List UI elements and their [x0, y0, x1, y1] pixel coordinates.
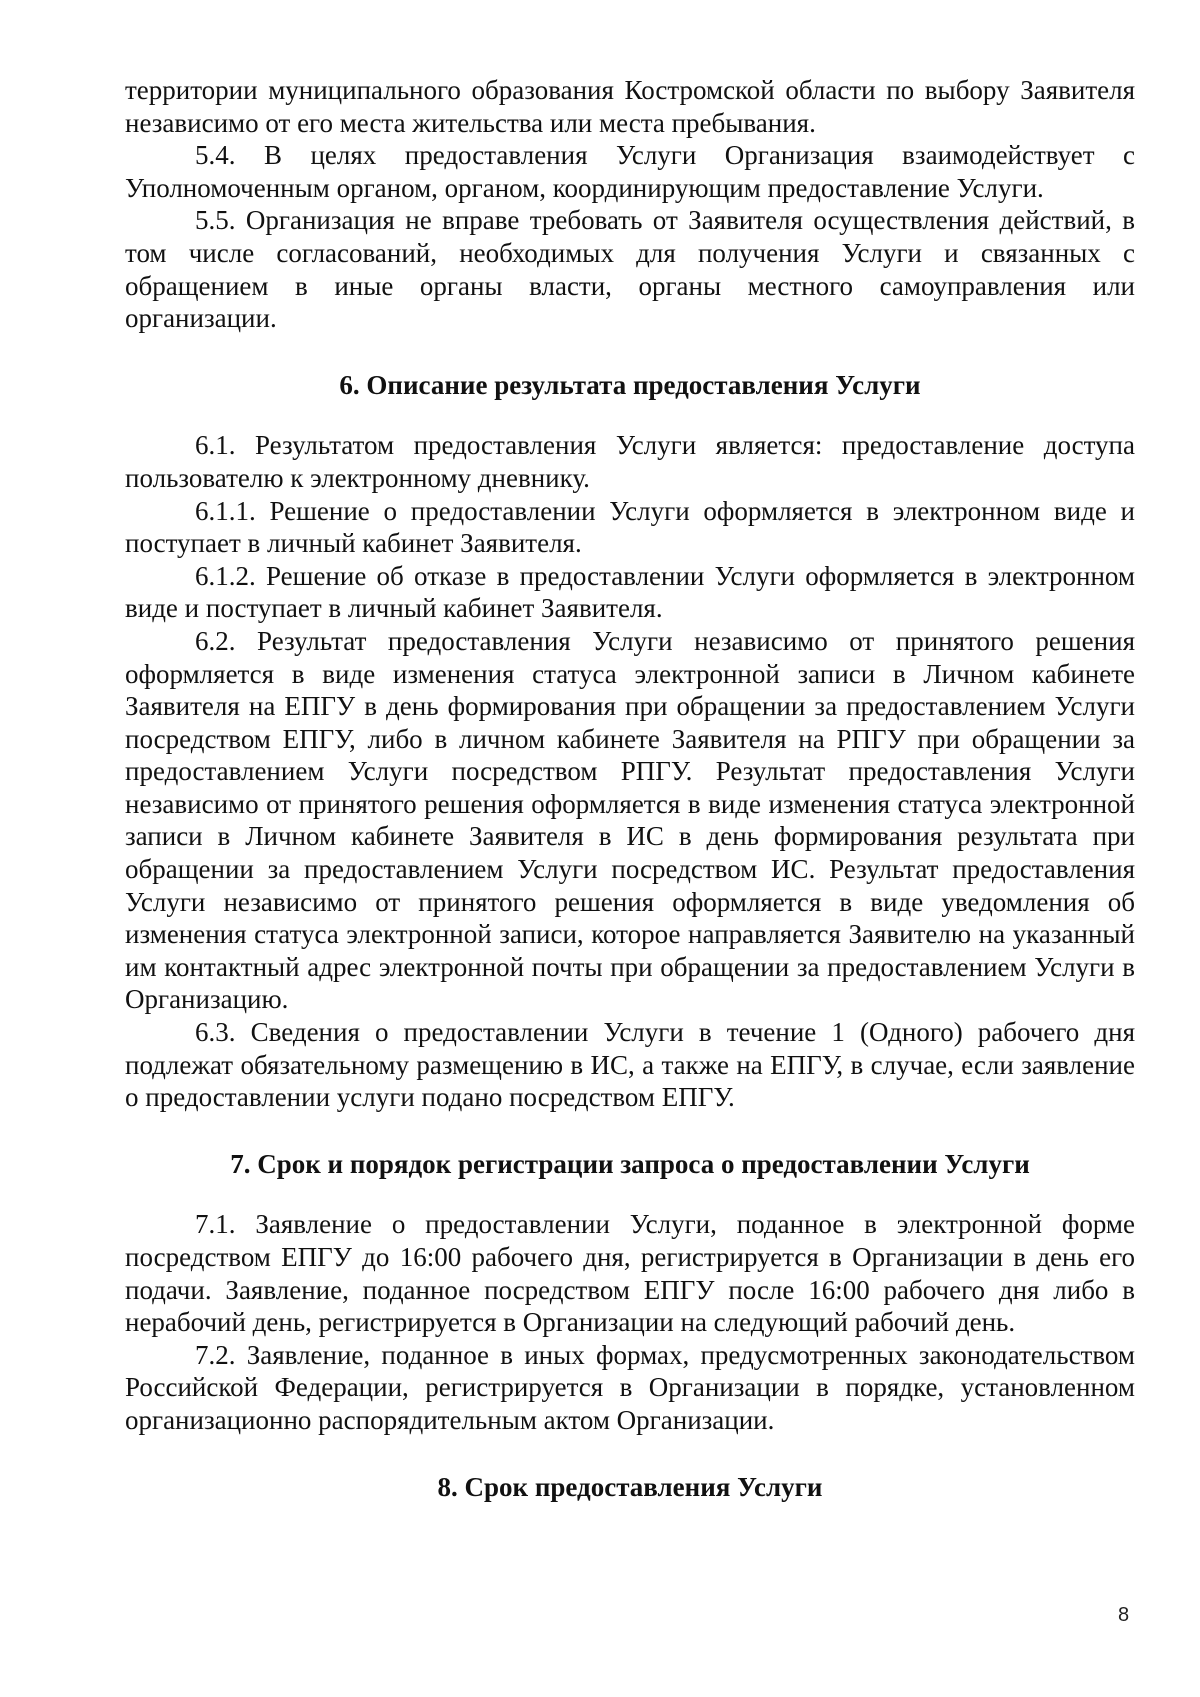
section-6-heading: 6. Описание результата предоставления Услуги: [339, 369, 921, 400]
page-number: 8: [1118, 1604, 1130, 1626]
paragraph-7-2: 7.2. Заявление, поданное в иных формах, предусмотренных законодательством Российской Федерации, регистрируется в Организации в порядке, установленном организационно распорядительным актом Организации.: [125, 1339, 1135, 1435]
paragraph-7-1: 7.1. Заявление о предоставлении Услуги, поданное в электронной форме посредством ЕПГУ до 16:00 рабочего дня, регистрируется в Организации в день его подачи. Заявление, поданное посредством ЕПГУ после 16:00 рабочего дня либо в нерабочий день, регистрируется в Организации на следующий рабочий день.: [125, 1209, 1135, 1338]
section-8-heading: 8. Срок предоставления Услуги: [437, 1471, 823, 1502]
paragraph-5-5: 5.5. Организация не вправе требовать от Заявителя осуществления действий, в том числе согласований, необходимых для получения Услуги и связанных с обращением в иные органы власти, органы местного самоуправления или организации.: [125, 205, 1135, 334]
spacer: [125, 335, 1135, 369]
spacer: [125, 1437, 1135, 1471]
paragraph-6-1: 6.1. Результатом предоставления Услуги является: предоставление доступа пользователю к электронному дневнику.: [125, 430, 1135, 493]
paragraph-6-2: 6.2. Результат предоставления Услуги независимо от принятого решения оформляется в виде изменения статуса электронной записи в Личном кабинете Заявителя на ЕПГУ в день формирования при обращении за предоставлением Услуги посредством ЕПГУ, либо в личном кабинете Заявителя на РПГУ при обращении за предоставлением Услуги посредством РПГУ. Результат предоставления Услуги независимо от принятого решения оформляется в виде изменения статуса электронной записи в Личном кабинете Заявителя в ИС в день формирования результата при обращении за предоставлением Услуги посредством ИС. Результат предоставления Услуги независимо от принятого решения оформляется в виде уведомления об изменения статуса электронной записи, которое направляется Заявителю на указанный им контактный адрес электронной почты при обращении за предоставлением Услуги в Организацию.: [125, 625, 1135, 1015]
paragraph-territory: территории муниципального образования Костромской области по выбору Заявителя независимо от его места жительства или места пребывания.: [125, 75, 1135, 138]
spacer: [125, 1180, 1135, 1208]
document-body: [125, 74, 1135, 1503]
spacer: [125, 1114, 1135, 1148]
paragraph-6-1-2: 6.1.2. Решение об отказе в предоставлении Услуги оформляется в электронном виде и поступает в личный кабинет Заявителя.: [125, 560, 1135, 624]
paragraph-5-4: 5.4. В целях предоставления Услуги Организация взаимодействует с Уполномоченным органом, органом, координирующим предоставление Услуги.: [125, 140, 1135, 203]
paragraph-6-3: 6.3. Сведения о предоставлении Услуги в течение 1 (Одного) рабочего дня подлежат обязательному размещению в ИС, а также на ЕПГУ, в случае, если заявление о предоставлении услуги подано посредством ЕПГУ.: [125, 1017, 1135, 1113]
spacer: [125, 401, 1135, 429]
section-7-heading: 7. Срок и порядок регистрации запроса о предоставлении Услуги: [230, 1148, 1030, 1179]
paragraph-6-1-1: 6.1.1. Решение о предоставлении Услуги оформляется в электронном виде и поступает в личный кабинет Заявителя.: [125, 495, 1135, 559]
